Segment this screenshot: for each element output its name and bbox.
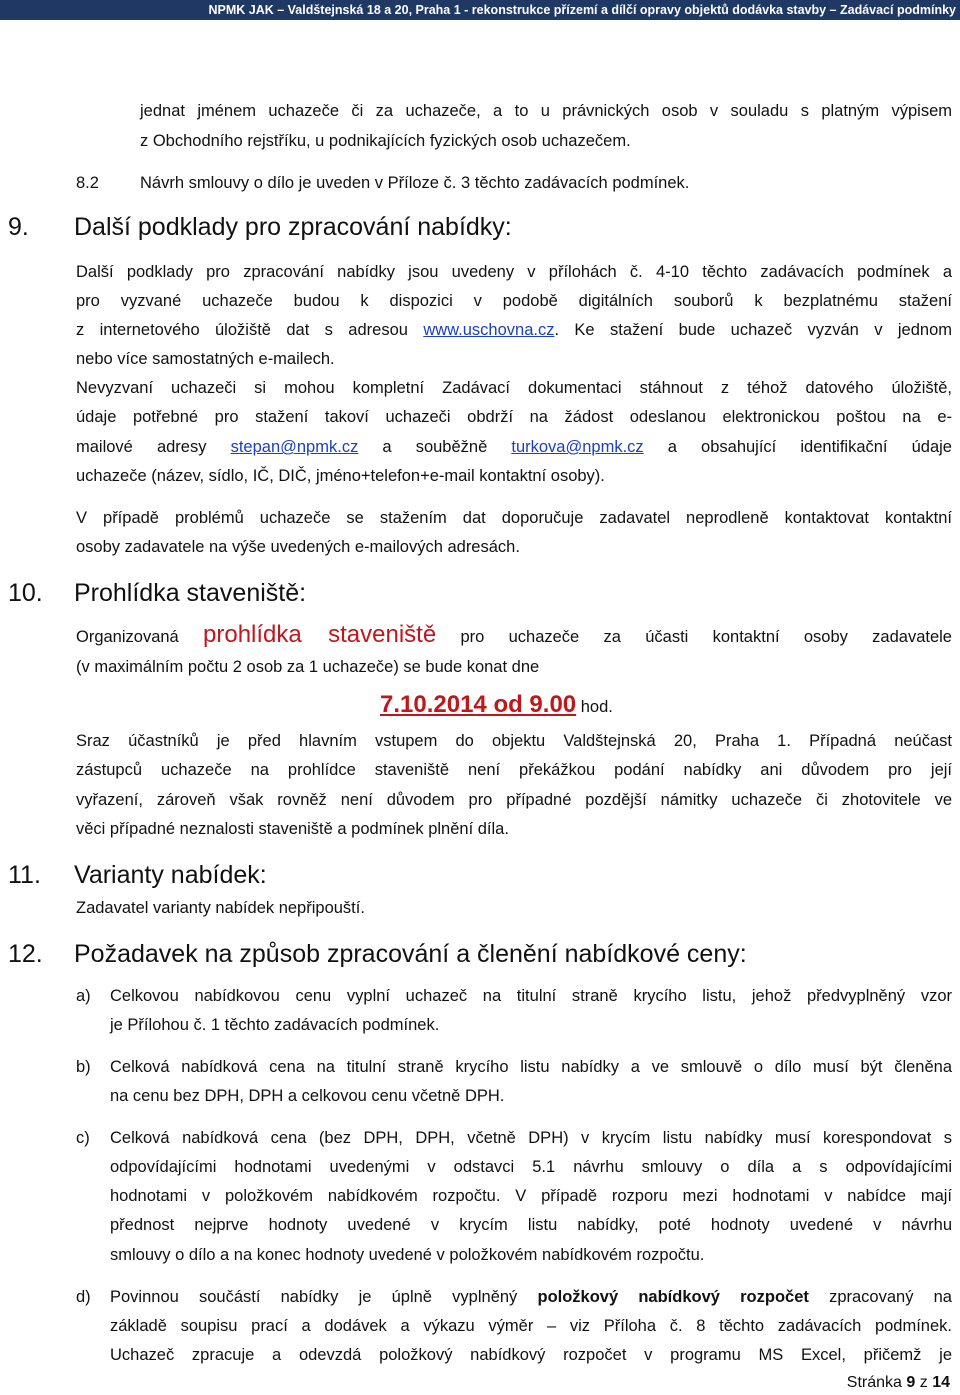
- section-9-heading: [8, 212, 512, 242]
- s9-p2-line-4: uchazeče (název, sídlo, IČ, DIČ, jméno+telefon+e-mail kontaktní osoby).: [76, 467, 605, 485]
- section-12-title: Požadavek na způsob zpracování a členění nabídkové ceny:: [74, 940, 747, 968]
- s9-p1-line-3-text-b: . Ke stažení bude uchazeč vyzván v jednom: [554, 321, 952, 339]
- s10-line-1-text-a: Organizovaná: [76, 628, 204, 646]
- s12-d-line-3: Uchazeč zpracuje a odevzdá položkový nabídkový rozpočet v programu MS Excel, přičemž je: [110, 1346, 952, 1364]
- intro-line-2: z Obchodního rejstříku, u podnikajících fyzických osob uchazečem.: [140, 132, 631, 150]
- s12-c-line-2: odpovídajícími hodnotami uvedenými v odstavci 5.1 návrhu smlouvy o díla a s odpovídajícími: [110, 1158, 952, 1176]
- s9-p1-line-3-text-a: z internetového úložiště dat s adresou: [76, 321, 424, 339]
- s9-p2-line-3-text-a: mailové adresy: [76, 438, 231, 456]
- page-of: z: [919, 1374, 928, 1391]
- section-10-heading: [8, 578, 306, 608]
- section-11-heading: [8, 860, 267, 890]
- current-page: 9: [906, 1374, 916, 1391]
- s9-p2-line-2: údaje potřebné pro stažení takoví uchazeči obdrží na žádost odeslanou elektronickou poštou na e-: [76, 408, 952, 426]
- s12-c-line-4: přednost nejprve hodnoty uvedené v krycím listu nabídky, poté hodnoty uvedené v návrhu: [110, 1216, 952, 1234]
- site-visit-date-suffix: hod.: [576, 698, 613, 716]
- site-visit-highlight: prohlídka staveniště: [203, 621, 437, 648]
- s12-d-line-1-text-a: Povinnou součástí nabídky je úplně vyplněný: [110, 1288, 538, 1306]
- s9-p2-line-3-text-b: a souběžně: [358, 438, 512, 456]
- s12-a-marker: a): [76, 987, 91, 1005]
- document-header: [0, 0, 960, 20]
- s10-p-line-2: zástupců uchazeče na prohlídce staveniště není překážkou podání nabídky ani důvodem pro její: [76, 761, 952, 779]
- site-visit-date: [380, 690, 613, 722]
- s12-b-line-2: na cenu bez DPH, DPH a celkovou cenu včetně DPH.: [110, 1087, 505, 1105]
- s12-c-line-3: hodnotami v položkovém nabídkovém rozpočtu. V případě rozporu mezi hodnotami v nabídce mají: [110, 1187, 952, 1205]
- section-12-number: 12.: [8, 940, 43, 968]
- s12-d-marker: d): [76, 1288, 91, 1306]
- stepan-email-link[interactable]: stepan@npmk.cz: [230, 438, 359, 456]
- section-9-title: Další podklady pro zpracování nabídky:: [74, 213, 512, 241]
- site-visit-date-value: 7.10.2014 od 9.00: [380, 691, 577, 718]
- s12-d-line-1: [110, 1286, 952, 1308]
- s10-p-line-4: věci případné neznalosti staveniště a podmínek plnění díla.: [76, 820, 509, 838]
- itemized-budget-bold: položkový nabídkový rozpočet: [537, 1288, 809, 1306]
- s9-p1-line-2: pro vyzvané uchazeče budou k dispozici v podobě digitálních souborů k bezplatnému stažení: [76, 292, 952, 310]
- s9-p3-line-2: osoby zadavatele na výše uvedených e-mailových adresách.: [76, 538, 520, 556]
- s9-p2-line-1: Nevyzvaní uchazeči si mohou kompletní Zadávací dokumentaci stáhnout z téhož datového úložiště,: [76, 379, 952, 397]
- s12-a-line-1: Celkovou nabídkovou cenu vyplní uchazeč na titulní straně krycího listu, jehož předvyplněný vzor: [110, 987, 952, 1005]
- item-8-2-number: 8.2: [76, 174, 99, 192]
- s11-text: Zadavatel varianty nabídek nepřipouští.: [76, 899, 365, 917]
- total-pages: 14: [932, 1374, 950, 1391]
- s12-a-line-2: je Přílohou č. 1 těchto zadávacích podmínek.: [110, 1016, 440, 1034]
- page-number: [847, 1372, 950, 1394]
- s9-p2-line-3: [76, 436, 952, 458]
- section-9-number: 9.: [8, 213, 29, 241]
- section-11-title: Varianty nabídek:: [74, 861, 267, 889]
- header-text: NPMK JAK – Valdštejnská 18 a 20, Praha 1 - rekonstrukce přízemí a dílčí opravy objektů dodávka stavby – Zadávací podmínky: [208, 3, 956, 17]
- s12-c-marker: c): [76, 1129, 90, 1147]
- item-8-2-text: Návrh smlouvy o dílo je uveden v Příloze č. 3 těchto zadávacích podmínek.: [140, 174, 690, 192]
- s12-c-line-1: Celková nabídková cena (bez DPH, DPH, včetně DPH) v krycím listu nabídky musí korespondovat s: [110, 1129, 952, 1147]
- page-label: Stránka: [846, 1374, 902, 1391]
- s10-line-1-text-b: pro uchazeče za účasti kontaktní osoby zadavatele: [436, 628, 952, 646]
- s10-line-2: (v maximálním počtu 2 osob za 1 uchazeče) se bude konat dne: [76, 658, 540, 676]
- s12-b-line-1: Celková nabídková cena na titulní straně krycího listu nabídky a ve smlouvě o dílo musí být členěna: [110, 1058, 952, 1076]
- s10-p-line-1: Sraz účastníků je před hlavním vstupem do objektu Valdštejnská 20, Praha 1. Případná neúčast: [76, 732, 952, 750]
- uschovna-link[interactable]: www.uschovna.cz: [423, 321, 555, 339]
- s12-d-line-2: základě soupisu prací a dodávek a výkazu výměr – viz Příloha č. 8 těchto zadávacích podmínek.: [110, 1317, 952, 1335]
- s9-p1-line-1: Další podklady pro zpracování nabídky jsou uvedeny v přílohách č. 4-10 těchto zadávacích podmínek a: [76, 263, 952, 281]
- section-12-heading: [8, 939, 747, 969]
- s10-line-1: [76, 620, 952, 652]
- s10-p-line-3: vyřazení, zároveň však rovněž není důvodem pro případné pozdější námitky uchazeče či zhotovitele ve: [76, 791, 952, 809]
- turkova-email-link[interactable]: turkova@npmk.cz: [511, 438, 644, 456]
- s12-b-marker: b): [76, 1058, 91, 1076]
- s9-p2-line-3-text-c: a obsahující identifikační údaje: [643, 438, 952, 456]
- section-11-number: 11.: [8, 861, 41, 889]
- s12-d-line-1-text-b: zpracovaný na: [808, 1288, 952, 1306]
- section-10-number: 10.: [8, 579, 43, 607]
- s9-p3-line-1: V případě problémů uchazeče se stažením dat doporučuje zadavatel neprodleně kontaktovat kontaktní: [76, 509, 952, 527]
- s9-p1-line-3: [76, 319, 952, 341]
- s12-c-line-5: smlouvy o dílo a na konec hodnoty uvedené v položkovém nabídkovém rozpočtu.: [110, 1246, 705, 1264]
- intro-line-1: jednat jménem uchazeče či za uchazeče, a to u právnických osob v souladu s platným výpisem: [140, 102, 952, 120]
- section-10-title: Prohlídka staveniště:: [74, 579, 307, 607]
- s9-p1-line-4: nebo více samostatných e-mailech.: [76, 350, 335, 368]
